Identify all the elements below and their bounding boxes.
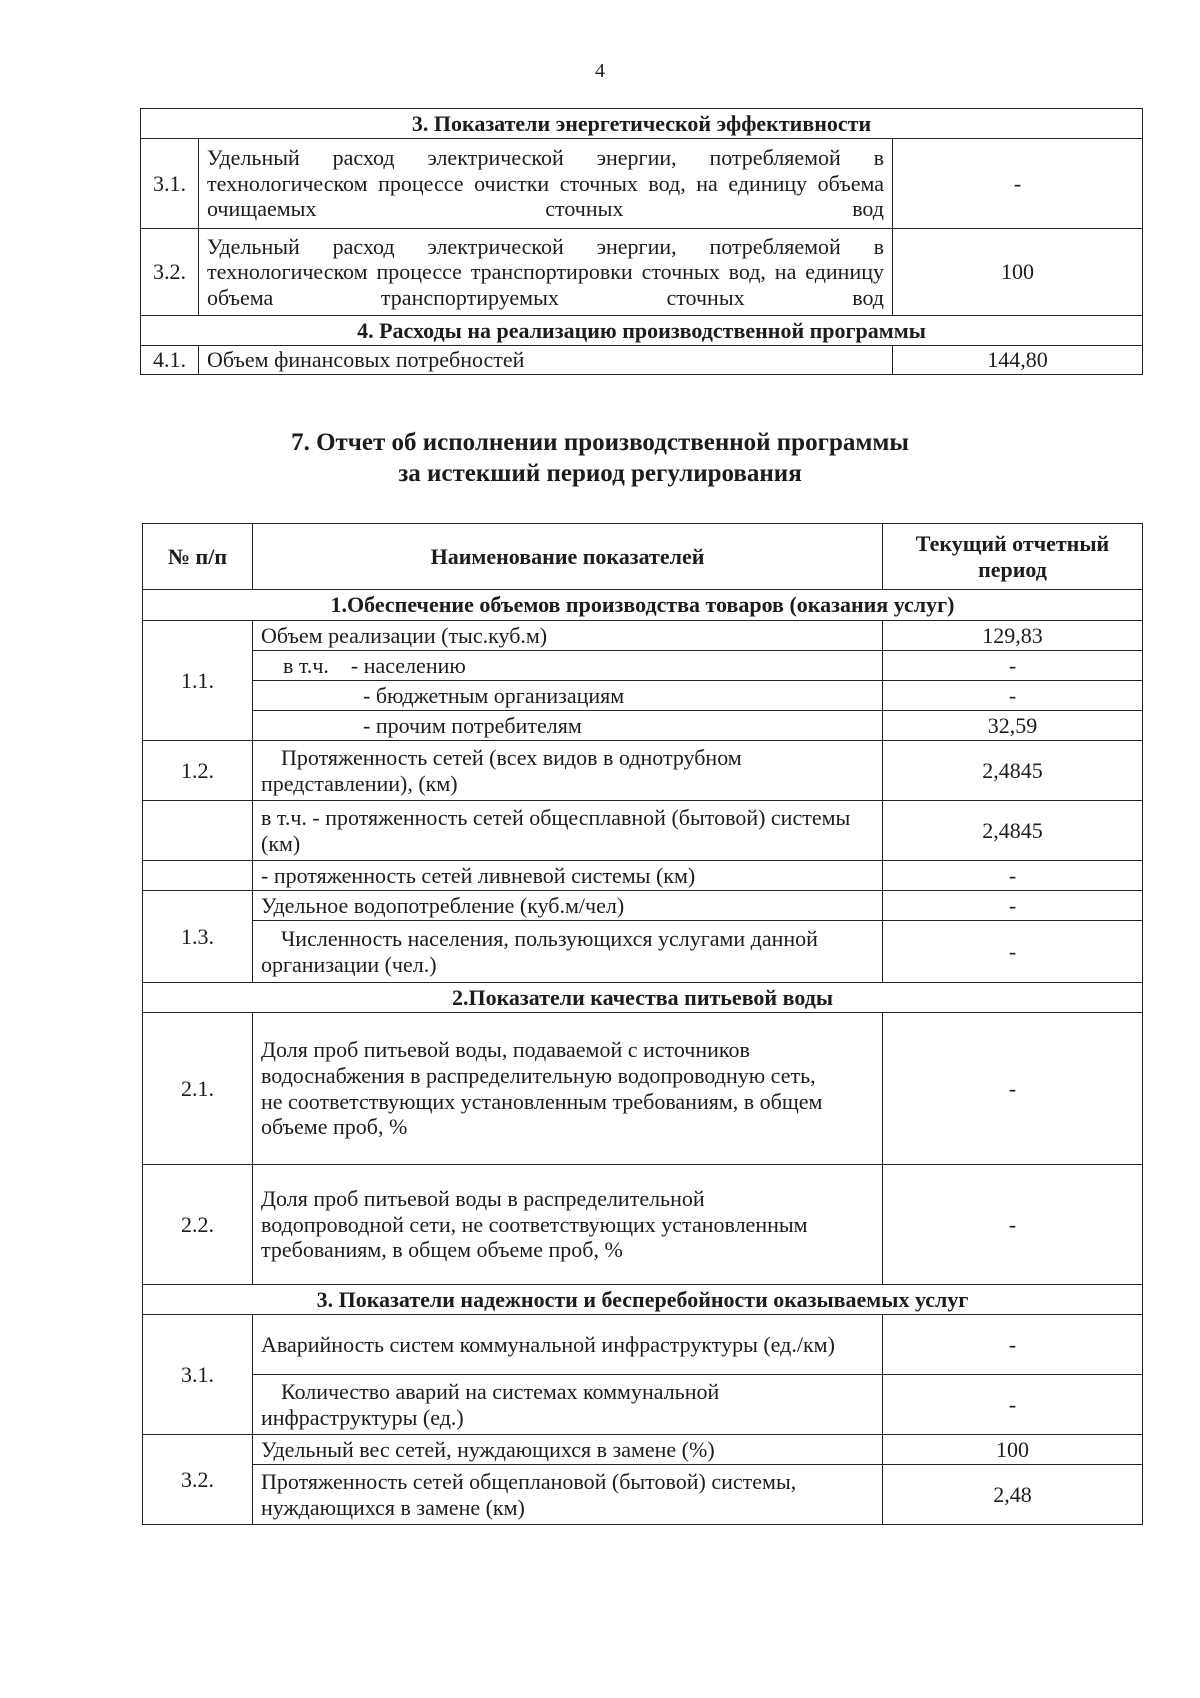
header-number: № п/п: [143, 524, 253, 590]
section-header: 2.Показатели качества питьевой воды: [143, 983, 1143, 1013]
row-number: 1.2.: [143, 741, 253, 801]
indicator-value: -: [893, 139, 1143, 229]
indicator-value: 100: [893, 229, 1143, 316]
indicator-name: Объем реализации (тыс.куб.м): [253, 621, 883, 651]
row-number: 2.1.: [143, 1013, 253, 1165]
indicator-name: Доля проб питьевой воды в распределительной водопроводной сети, не соответствующих установленным требованиям, в общем объеме проб, %: [253, 1165, 883, 1285]
indicator-value: 2,48: [883, 1465, 1143, 1525]
indicator-value: 32,59: [883, 711, 1143, 741]
indicator-value: 100: [883, 1435, 1143, 1465]
production-report-table: [142, 523, 1143, 1525]
indicator-value: -: [883, 861, 1143, 891]
row-number: 1.3.: [143, 891, 253, 983]
indicator-value: -: [883, 651, 1143, 681]
row-number-empty: [143, 861, 253, 891]
indicator-value: 144,80: [893, 346, 1143, 375]
indicator-name: Количество аварий на системах коммунальной инфраструктуры (ед.): [253, 1375, 883, 1435]
indicator-value: -: [883, 681, 1143, 711]
row-number: 3.1.: [141, 139, 199, 229]
indicator-name: - бюджетным организациям: [253, 681, 883, 711]
indicator-value: -: [883, 1375, 1143, 1435]
indicator-value: 2,4845: [883, 801, 1143, 861]
row-number: 4.1.: [141, 346, 199, 375]
report-title-line1: 7. Отчет об исполнении производственной программы: [291, 429, 909, 456]
row-number: 2.2.: [143, 1165, 253, 1285]
indicator-value: -: [883, 921, 1143, 983]
report-title: [0, 427, 1200, 489]
indicator-name: - прочим потребителям: [253, 711, 883, 741]
energy-efficiency-table: [140, 108, 1143, 375]
row-number: 3.1.: [143, 1315, 253, 1435]
report-title-line2: за истекший период регулирования: [398, 460, 802, 487]
indicator-name: в т.ч. - протяженность сетей общесплавной (бытовой) системы (км): [253, 801, 883, 861]
indicator-value: -: [883, 891, 1143, 921]
indicator-value: -: [883, 1165, 1143, 1285]
indicator-name: Удельный расход электрической энергии, потребляемой в технологическом процессе транспортировки сточных вод, на единицу объема транспортируемых сточных вод: [199, 229, 893, 316]
indicator-name: Протяженность сетей общеплановой (бытовой) системы, нуждающихся в замене (км): [253, 1465, 883, 1525]
section-header: 3. Показатели энергетической эффективности: [141, 109, 1143, 139]
indicator-name: - протяженность сетей ливневой системы (км): [253, 861, 883, 891]
row-number: 1.1.: [143, 621, 253, 741]
indicator-name: Удельный расход электрической энергии, потребляемой в технологическом процессе очистки сточных вод, на единицу объема очищаемых сточных вод: [199, 139, 893, 229]
header-name: Наименование показателей: [253, 524, 883, 590]
indicator-value: 2,4845: [883, 741, 1143, 801]
row-number: 3.2.: [143, 1435, 253, 1525]
indicator-name: Удельный вес сетей, нуждающихся в замене (%): [253, 1435, 883, 1465]
indicator-name: в т.ч. - населению: [253, 651, 883, 681]
row-number-empty: [143, 801, 253, 861]
indicator-value: -: [883, 1013, 1143, 1165]
indicator-name: Объем финансовых потребностей: [199, 346, 893, 375]
page-number: 4: [595, 60, 605, 82]
indicator-value: -: [883, 1315, 1143, 1375]
indicator-name: Численность населения, пользующихся услугами данной организации (чел.): [253, 921, 883, 983]
indicator-name: Доля проб питьевой воды, подаваемой с источников водоснабжения в распределительную водопроводную сеть, не соответствующих установленным требованиям, в общем объеме проб, %: [253, 1013, 883, 1165]
section-header: 3. Показатели надежности и бесперебойности оказываемых услуг: [143, 1285, 1143, 1315]
indicator-value: 129,83: [883, 621, 1143, 651]
section-header: 1.Обеспечение объемов производства товаров (оказания услуг): [143, 590, 1143, 621]
indicator-name: Аварийность систем коммунальной инфраструктуры (ед./км): [253, 1315, 883, 1375]
indicator-name: Удельное водопотребление (куб.м/чел): [253, 891, 883, 921]
indicator-name: Протяженность сетей (всех видов в однотрубном представлении), (км): [253, 741, 883, 801]
row-number: 3.2.: [141, 229, 199, 316]
header-value: Текущий отчетный период: [883, 524, 1143, 590]
section-header: 4. Расходы на реализацию производственной программы: [141, 316, 1143, 346]
